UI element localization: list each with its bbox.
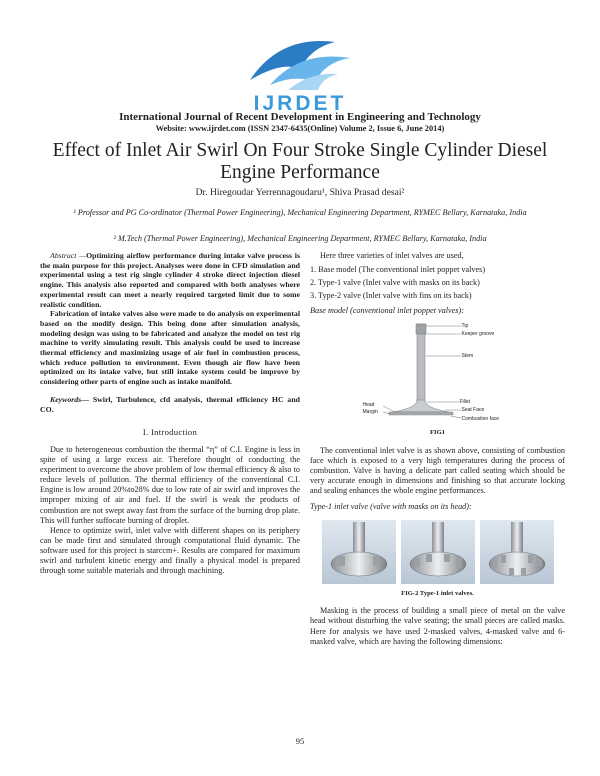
journal-name: International Journal of Recent Development in Engineering and Technology xyxy=(119,111,481,123)
fig2-valve-images xyxy=(322,520,554,584)
paper-authors: Dr. Hiregoudar Yerrennagoudaru¹, Shiva Prasad desai² xyxy=(195,187,405,198)
left-column xyxy=(40,251,300,576)
valves-intro: Here three varieties of inlet valves are used, xyxy=(320,251,464,260)
list-item: 2. Type-1 valve (Inlet valve with masks on its back) xyxy=(310,278,480,288)
page-number: 95 xyxy=(295,736,305,746)
list-item: 1. Base model (The conventional inlet poppet valves) xyxy=(310,265,486,275)
label-fillet: Fillet xyxy=(459,398,471,405)
abstract xyxy=(40,251,300,309)
label-tip: Tip xyxy=(461,322,469,329)
logo-graphic xyxy=(240,30,360,94)
label-keeper: Keeper groove xyxy=(461,330,495,337)
right-paragraph-2: Masking is the process of building a small piece of metal on the valve head without disturbing the valve seating; the small pieces are called masks. Here for analysis we have used 2-masked valves, 4-masked valve and 6- masked valve, which are having the following dimensions: xyxy=(310,606,565,646)
list-item: 3. Type-2 valve (Inlet valve with fins on its back) xyxy=(310,291,472,301)
keywords xyxy=(40,395,300,414)
affiliation-2: ² M.Tech (Thermal Power Engineering), Mechanical Engineering Department, RYMEC Bellary, Karnataka, India xyxy=(113,234,487,243)
intro-paragraph-1: Due to heterogeneous combustion the thermal “η” of C.I. Engine is less in spite of using a large excess air. Therefore thought of conducting the experiment to overcome the above problem of low thermal efficiency & also to reduce levels of pollution. The thermal efficiency of the conventional C.I. Engine is low around 20%to28% due to low rate of air swirl and improves the improper mixing of air and fuel. If the swirl is weak the products of combustion are not swept away fast from the surface of the burning drop plate. This will further suffocate burning of droplet. xyxy=(40,444,300,525)
affiliation-1: ¹ Professor and PG Co-ordinator (Thermal Power Engineering), Mechanical Engineering Department, RYMEC Bellary, Karnataka, India xyxy=(73,208,527,217)
fig2-graphic xyxy=(322,520,554,584)
label-head: Head xyxy=(362,401,375,408)
section-title-introduction: I. Introduction xyxy=(142,427,198,438)
intro-paragraph-2: Hence to optimize swirl, inlet valve with different shapes on its periphery can be made first and simulated through computational fluid dynamic. The software used for this project is starccm+. Results are compared for maximum swirl and turbulent kinetic energy and finally a physical model is prepared through some suitable materials and through machining. xyxy=(40,525,300,576)
fig1-valve-diagram xyxy=(363,322,513,422)
valve-list xyxy=(310,263,565,302)
abstract-label: Abstract — xyxy=(50,251,87,260)
fig1-caption: FIG1 xyxy=(429,428,446,436)
fig2-caption: FIG-2 Type-1 inlet valves. xyxy=(401,589,474,597)
keywords-label: Keywords— xyxy=(50,394,89,404)
label-combustion-face: Combustion face xyxy=(461,415,500,422)
paper-title: Effect of Inlet Air Swirl On Four Stroke Single Cylinder Diesel Engine Performance xyxy=(52,140,548,183)
label-seat-face: Seat Face xyxy=(461,406,485,413)
journal-website: Website: www.ijrdet.com (ISSN 2347-6435(Online) Volume 2, Issue 6, June 2014) xyxy=(155,124,445,133)
label-stem: Stem xyxy=(461,352,474,359)
right-paragraph-1: The conventional inlet valve is as shown above, consisting of combustion face which is exposed to a very high temperatures during the process of combustion. Valve is having a delicate part called seating which should be very accurate enough in dimensions and finishing so that accurate locking and sealing enhances the whole engine performances. xyxy=(310,445,565,495)
abstract-paragraph-2: Fabrication of intake valves also were made to do analysis on experimental based on the modify design. This being done after simulation analysis, modeling design was using to be fabricated and analyze the model on test rig machine to verify simulating result. This analysis could be used to increase thermal efficiency and maximizing usage of air fuel in combustion process, which reduce pollution to environment. Even though air flow have been optimized on its intake valve, but still intake system could be improve by considering other parts of engine such as intake manifold. xyxy=(40,309,300,387)
abstract-text: Optimizing airflow performance during intake valve process is the main purpose for this project. Analyses were done in CFD simulation and experimental using a test rig single cylinder 4 stroke direct injection diesel engine. This analysis also reported and compared with both analyses where experimental result can meet a nearly required targeted limit due to some realistic condition. xyxy=(40,251,300,309)
label-margin: Margin xyxy=(362,408,378,415)
base-model-label: Base model (conventional inlet poppet valves): xyxy=(310,306,464,316)
type1-label: Type-1 inlet valve (valve with masks on its head): xyxy=(310,501,472,511)
logo-text: IJRDET xyxy=(253,92,347,115)
keywords-text: Swirl, Turbulence, cfd analysis, thermal efficiency HC and CO. xyxy=(40,394,300,414)
right-column xyxy=(310,251,565,647)
